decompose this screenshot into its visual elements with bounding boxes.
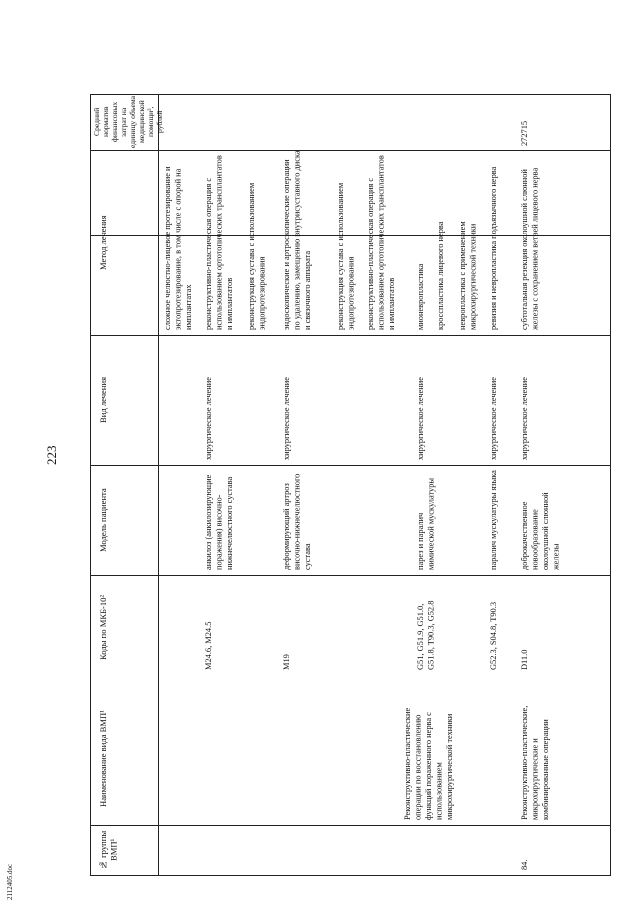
row5-type: хирургическое лечение: [520, 377, 529, 460]
row2-method-2: реконструкция сустава с использованием эндопротезирования: [336, 182, 356, 330]
row3-vmp-name: Реконструктивно-пластические операции по восстановлению функций пораженного нерва с использованием микрохирургической техники: [403, 707, 454, 820]
row1-codes: M24.6, M24.5: [204, 621, 213, 670]
page-number: 223: [44, 445, 59, 465]
header-vmp-name: Наименование вида ВМП¹: [98, 710, 108, 808]
row1-method-2: реконструкция сустава с использованием эндопротезирования: [247, 182, 267, 330]
row2-method-1: эндоскопические и артроскопические операции по удалению, замещению внутрисуставного диска и связочного аппарата: [282, 150, 312, 330]
header-cost: Средний норматив финансовых затрат на единицу объема медицинской помощи³, рублей: [92, 96, 164, 148]
row4-type: хирургическое лечение: [489, 377, 498, 460]
row5-model: доброкачественное новообразование околоушной слюнной железы: [520, 492, 561, 570]
row3-method-1: мионевропластика: [416, 263, 425, 330]
header-treatment-type: Вид лечения: [98, 376, 108, 424]
row3-codes: G51, G51.9, G51.0, G51.8, T90.3, G52.8: [416, 600, 436, 670]
row3-method-2: кросспластика лицевого нерва: [436, 221, 445, 330]
row2-method-3: реконструктивно-пластическая операция с использованием ортотопических трансплантатов и имплантатов: [366, 155, 396, 330]
row3-model: парез и паралич мимической мускулатуры: [416, 477, 436, 570]
header-patient-model: Модель пациента: [98, 488, 108, 552]
row3-type: хирургическое лечение: [416, 377, 425, 460]
row5-method-1: субтотальная резекция околоушной слюнной железы с сохранением ветвей лицевого нерва: [520, 167, 540, 330]
row4-model: паралич мускулатуры языка: [489, 470, 498, 570]
row3-method-3: невропластика с применением микрохирургической техники: [458, 221, 478, 330]
row1-model: анкилоз (анкилозирующие поражения) височно-нижнечелюстного сустава: [204, 474, 234, 570]
row0-method: сложное челюстно-лицевое протезирование и эктопротезирование, в том числе с опорой на имплантатах: [163, 166, 193, 330]
row5-cost: 272715: [520, 120, 529, 146]
row5-vmp-name: Реконструктивно-пластические, микрохирургические и комбинированные операции: [520, 705, 550, 820]
row4-method-1: ревизия и невропластика подъязычного нерва: [489, 166, 498, 330]
row2-codes: M19: [282, 654, 291, 670]
row2-type: хирургическое лечение: [282, 377, 291, 460]
row1-method-1: реконструктивно-пластическая операция с использованием ортотопических трансплантатов и имплантатов: [204, 155, 234, 330]
document-footer: 2112405.doc: [6, 863, 14, 900]
row5-group-no: 84.: [520, 859, 529, 870]
row2-model: деформирующий артроз височно-нижнечелюстного сустава: [282, 473, 312, 570]
header-treatment-method: Метод лечения: [98, 215, 108, 270]
header-group-no: № группы ВМП¹: [98, 830, 119, 870]
row4-codes: G52.3, S04.8, T90.3: [489, 601, 498, 670]
row5-codes: D11.0: [520, 649, 529, 670]
header-mkb-codes: Коды по МКБ-10²: [98, 594, 108, 661]
row1-type: хирургическое лечение: [204, 377, 213, 460]
